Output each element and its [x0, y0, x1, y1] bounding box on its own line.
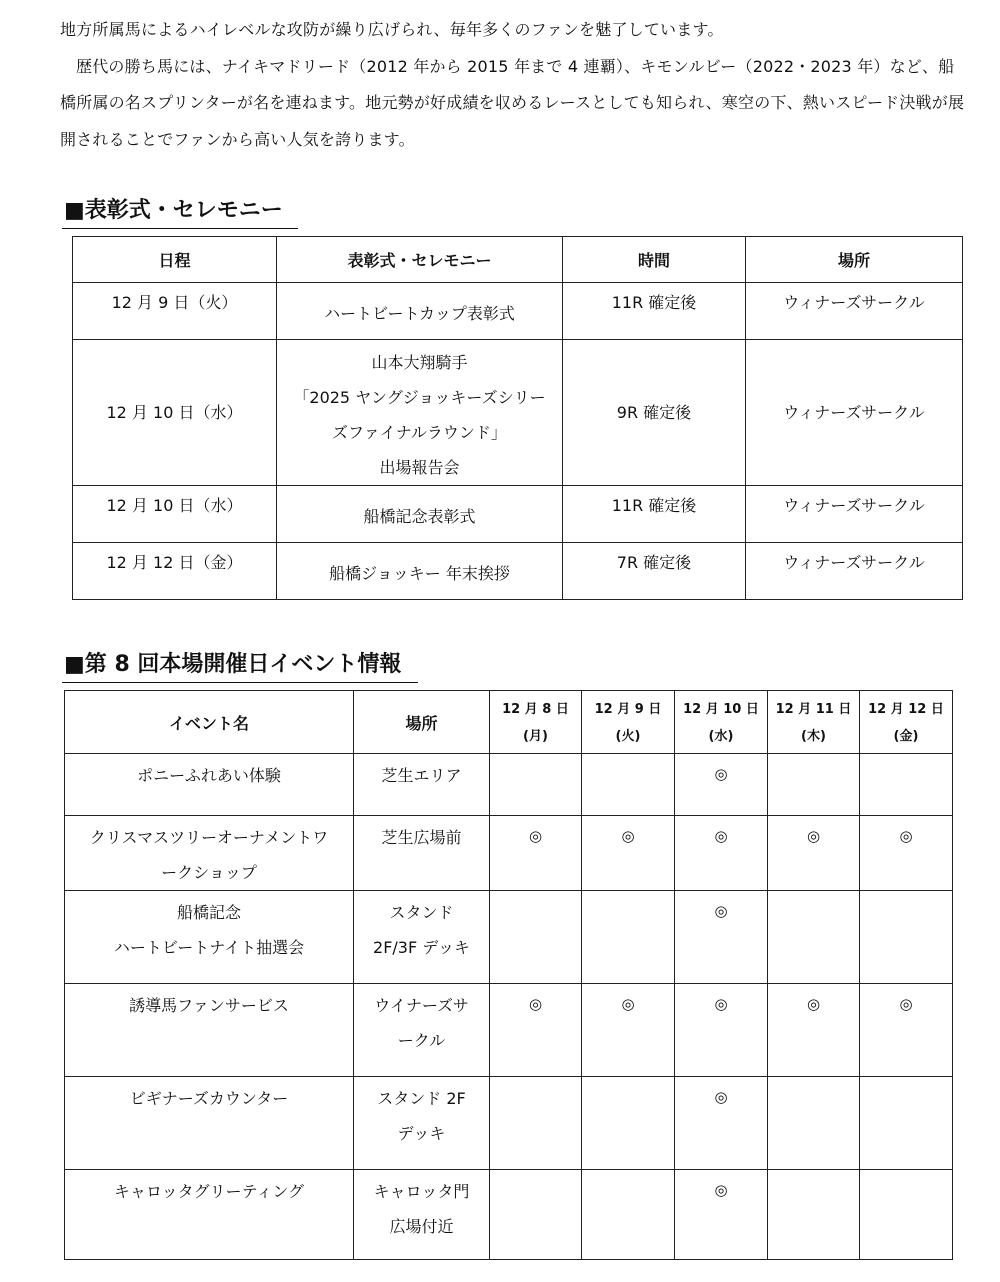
header-event-name: イベント名 — [65, 691, 354, 754]
header-day: 12 月 10 日 (水) — [675, 691, 768, 754]
event-day-mark — [860, 1077, 953, 1170]
ceremony-header-row — [73, 237, 963, 283]
event-day-mark: ◎ — [768, 816, 860, 891]
ceremony-date: 12 月 9 日（火） — [73, 283, 277, 340]
event-day-mark — [582, 1170, 675, 1260]
event-day-mark: ◎ — [675, 891, 768, 984]
table-row — [73, 283, 963, 340]
event-day-mark — [860, 891, 953, 984]
event-name: ビギナーズカウンター — [65, 1077, 354, 1170]
event-day-mark — [582, 891, 675, 984]
header-event-place: 場所 — [354, 691, 490, 754]
event-day-mark: ◎ — [582, 816, 675, 891]
ceremony-time: 11R 確定後 — [563, 486, 746, 543]
event-day-mark — [860, 1170, 953, 1260]
header-day: 12 月 8 日 (月) — [490, 691, 582, 754]
header-day: 12 月 11 日 (木) — [768, 691, 860, 754]
event-place: スタンド 2F デッキ — [354, 1077, 490, 1170]
ceremony-place: ウィナーズサークル — [746, 340, 963, 486]
table-row — [65, 816, 953, 891]
ceremony-place: ウィナーズサークル — [746, 543, 963, 600]
event-day-mark: ◎ — [582, 984, 675, 1077]
header-day: 12 月 9 日 (火) — [582, 691, 675, 754]
event-day-mark — [490, 891, 582, 984]
table-row — [65, 1077, 953, 1170]
table-row — [73, 340, 963, 486]
event-name: 船橋記念 ハートビートナイト抽選会 — [65, 891, 354, 984]
event-name: 誘導馬ファンサービス — [65, 984, 354, 1077]
event-place: 芝生広場前 — [354, 816, 490, 891]
ceremony-place: ウィナーズサークル — [746, 283, 963, 340]
event-day-mark — [490, 754, 582, 816]
events-section-title: ■第 8 回本場開催日イベント情報 — [62, 650, 418, 683]
events-header-row — [65, 691, 953, 754]
event-day-mark: ◎ — [675, 816, 768, 891]
event-day-mark — [768, 754, 860, 816]
intro-paragraph-1: 地方所属馬によるハイレベルな攻防が繰り広げられ、毎年多くのファンを魅了しています。 — [60, 20, 724, 39]
ceremony-place: ウィナーズサークル — [746, 486, 963, 543]
ceremony-time: 9R 確定後 — [563, 340, 746, 486]
table-row — [73, 543, 963, 600]
event-day-mark: ◎ — [675, 1170, 768, 1260]
table-row — [65, 891, 953, 984]
event-day-mark — [490, 1170, 582, 1260]
header-time: 時間 — [563, 237, 746, 283]
event-day-mark: ◎ — [675, 1077, 768, 1170]
header-date: 日程 — [73, 237, 277, 283]
ceremony-name — [277, 340, 563, 486]
event-day-mark — [768, 1170, 860, 1260]
table-row — [65, 754, 953, 816]
event-day-mark: ◎ — [675, 754, 768, 816]
ceremony-name: 船橋ジョッキー 年末挨拶 — [277, 543, 563, 600]
ceremony-name-line: ズファイナルラウンド」 — [332, 422, 507, 442]
event-place: スタンド 2F/3F デッキ — [354, 891, 490, 984]
ceremony-name: ハートビートカップ表彰式 — [277, 283, 563, 340]
event-day-mark — [582, 1077, 675, 1170]
event-place: ウイナーズサ ークル — [354, 984, 490, 1077]
header-day: 12 月 12 日 (金) — [860, 691, 953, 754]
ceremony-date: 12 月 12 日（金） — [73, 543, 277, 600]
intro-paragraph-2: 歴代の勝ち馬には、ナイキマドリード（2012 年から 2015 年まで 4 連覇）、キモンルビー（2022・2023 年）など、船橋所属の名スプリンターが名を連ねます。地元勢が好成績を収めるレースとしても知られ、寒空の下、熱いスピード決戦が展開されることでファンから高い人気を誇ります。 — [60, 56, 965, 149]
event-day-mark: ◎ — [860, 816, 953, 891]
ceremony-section-title: ■表彰式・セレモニー — [62, 196, 298, 229]
ceremony-time: 7R 確定後 — [563, 543, 746, 600]
ceremony-name: 船橋記念表彰式 — [277, 486, 563, 543]
header-place: 場所 — [746, 237, 963, 283]
table-row — [65, 984, 953, 1077]
event-day-mark: ◎ — [860, 984, 953, 1077]
event-day-mark: ◎ — [490, 816, 582, 891]
ceremony-name-line: 出場報告会 — [379, 457, 460, 477]
events-table — [64, 690, 953, 1260]
event-name: クリスマスツリーオーナメントワ ークショップ — [65, 816, 354, 891]
event-place: 芝生エリア — [354, 754, 490, 816]
event-name: キャロッタグリーティング — [65, 1170, 354, 1260]
event-day-mark: ◎ — [768, 984, 860, 1077]
table-row — [65, 1170, 953, 1260]
event-place: キャロッタ門 広場付近 — [354, 1170, 490, 1260]
ceremony-date: 12 月 10 日（水） — [73, 486, 277, 543]
event-name: ポニーふれあい体験 — [65, 754, 354, 816]
event-day-mark — [490, 1077, 582, 1170]
ceremony-date: 12 月 10 日（水） — [73, 340, 277, 486]
table-row — [73, 486, 963, 543]
ceremony-table — [72, 236, 963, 600]
ceremony-name-line: 「2025 ヤングジョッキーズシリー — [293, 387, 546, 407]
event-day-mark: ◎ — [675, 984, 768, 1077]
ceremony-time: 11R 確定後 — [563, 283, 746, 340]
event-day-mark — [768, 891, 860, 984]
intro-text — [60, 12, 970, 158]
event-day-mark: ◎ — [490, 984, 582, 1077]
event-day-mark — [768, 1077, 860, 1170]
ceremony-name-line: 山本大翔騎手 — [371, 352, 468, 372]
header-ceremony: 表彰式・セレモニー — [277, 237, 563, 283]
event-day-mark — [582, 754, 675, 816]
event-day-mark — [860, 754, 953, 816]
